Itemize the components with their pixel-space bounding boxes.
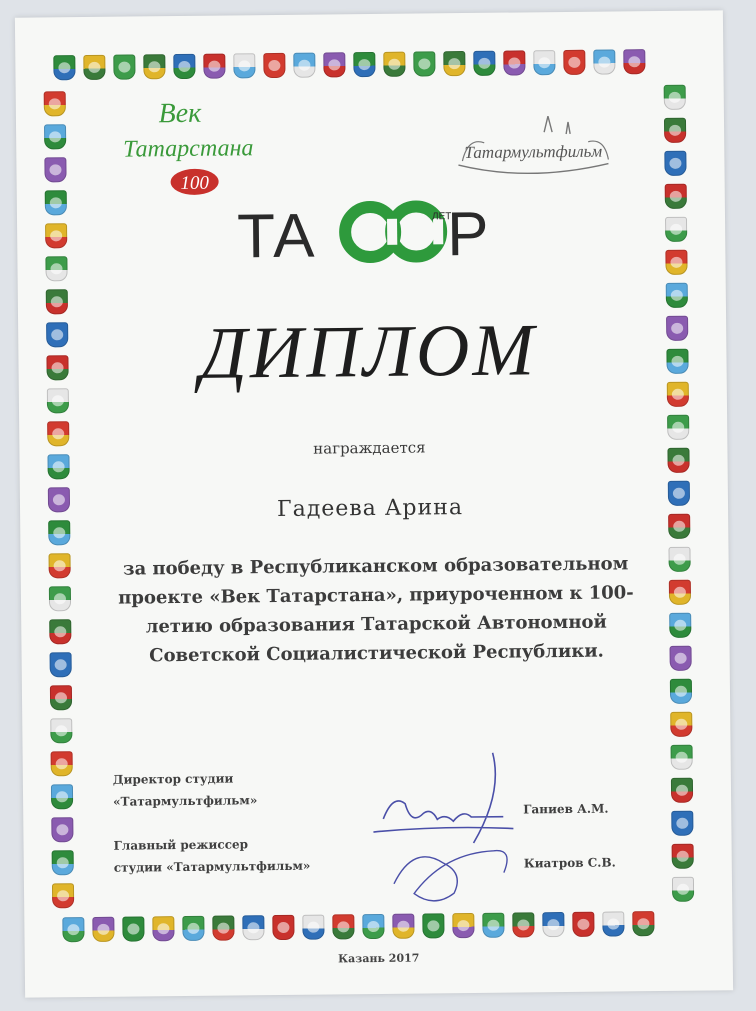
coat-of-arms-icon: [632, 911, 654, 936]
director-name: Ганиев А.М.: [523, 801, 609, 817]
coat-of-arms-icon: [212, 915, 234, 940]
coat-of-arms-icon: [413, 51, 435, 76]
logo-tassr-left: ТА: [236, 201, 315, 272]
coat-of-arms-icon: [52, 850, 74, 875]
coat-of-arms-icon: [563, 50, 585, 75]
coat-of-arms-icon: [92, 917, 114, 942]
coat-of-arms-icon: [593, 49, 615, 74]
coat-of-arms-icon: [670, 679, 692, 704]
chief-director-name: Киатров С.В.: [523, 855, 616, 871]
vek-tatarstana-logo: [118, 93, 269, 205]
coat-of-arms-icon: [473, 51, 495, 76]
recipient-name: Гадеева Арина: [276, 495, 464, 523]
coat-of-arms-icon: [362, 914, 384, 939]
coat-of-arms-icon: [51, 817, 73, 842]
coat-of-arms-icon: [51, 784, 73, 809]
coat-of-arms-icon: [667, 415, 689, 440]
coat-of-arms-icon: [49, 619, 71, 644]
coat-of-arms-icon: [392, 914, 414, 939]
coat-of-arms-icon: [669, 613, 691, 638]
coat-of-arms-icon: [665, 217, 687, 242]
coat-of-arms-icon: [512, 912, 534, 937]
coat-of-arms-icon: [173, 54, 195, 79]
logo-vek-line1: Век: [158, 97, 202, 130]
coat-of-arms-icon: [49, 586, 71, 611]
coat-of-arms-icon: [263, 53, 285, 78]
coat-of-arms-icon: [233, 53, 255, 78]
director-title: [113, 767, 258, 813]
emblem-border-bottom: [62, 911, 654, 942]
coat-of-arms-icon: [668, 514, 690, 539]
coat-of-arms-icon: [665, 184, 687, 209]
coat-of-arms-icon: [452, 913, 474, 938]
coat-of-arms-icon: [83, 55, 105, 80]
coat-of-arms-icon: [671, 811, 693, 836]
coat-of-arms-icon: [602, 911, 624, 936]
coat-of-arms-icon: [666, 283, 688, 308]
coat-of-arms-icon: [50, 685, 72, 710]
coat-of-arms-icon: [45, 256, 67, 281]
coat-of-arms-icon: [422, 913, 444, 938]
signature-chief: [394, 850, 508, 901]
coat-of-arms-icon: [667, 382, 689, 407]
coat-of-arms-icon: [323, 52, 345, 77]
coat-of-arms-icon: [666, 349, 688, 374]
chief-director-title: [113, 833, 310, 879]
emblem-border-top: [53, 49, 645, 80]
coat-of-arms-icon: [670, 646, 692, 671]
coat-of-arms-icon: [53, 55, 75, 80]
coat-of-arms-icon: [482, 913, 504, 938]
coat-of-arms-icon: [572, 912, 594, 937]
coat-of-arms-icon: [293, 53, 315, 78]
director-title-line1: Директор студии: [112, 771, 234, 787]
logo-tm-text: Татармультфильм: [464, 141, 603, 163]
coat-of-arms-icon: [45, 223, 67, 248]
coat-of-arms-icon: [48, 487, 70, 512]
coat-of-arms-icon: [47, 454, 69, 479]
coat-of-arms-icon: [152, 916, 174, 941]
coat-of-arms-icon: [533, 50, 555, 75]
coat-of-arms-icon: [670, 712, 692, 737]
coat-of-arms-icon: [113, 54, 135, 79]
coat-of-arms-icon: [122, 916, 144, 941]
coat-of-arms-icon: [666, 316, 688, 341]
coat-of-arms-icon: [46, 289, 68, 314]
coat-of-arms-icon: [353, 52, 375, 77]
footer-place-year: Казань 2017: [338, 951, 420, 966]
coat-of-arms-icon: [668, 547, 690, 572]
coat-of-arms-icon: [50, 652, 72, 677]
coat-of-arms-icon: [542, 912, 564, 937]
emblem-border-right: [664, 85, 695, 902]
coat-of-arms-icon: [672, 877, 694, 902]
logo-tm-towers: [544, 116, 570, 134]
coat-of-arms-icon: [203, 54, 225, 79]
handwritten-signatures: [352, 732, 534, 914]
coat-of-arms-icon: [44, 91, 66, 116]
director-title-line2: «Татармультфильм»: [113, 793, 258, 809]
coat-of-arms-icon: [664, 85, 686, 110]
coat-of-arms-icon: [332, 914, 354, 939]
coat-of-arms-icon: [44, 157, 66, 182]
coat-of-arms-icon: [51, 751, 73, 776]
coat-of-arms-icon: [623, 49, 645, 74]
logo-vek-line2: Татарстана: [122, 135, 254, 163]
coat-of-arms-icon: [242, 915, 264, 940]
coat-of-arms-icon: [45, 190, 67, 215]
coat-of-arms-icon: [62, 917, 84, 942]
coat-of-arms-icon: [667, 448, 689, 473]
coat-of-arms-icon: [669, 580, 691, 605]
coat-of-arms-icon: [50, 718, 72, 743]
coat-of-arms-icon: [664, 151, 686, 176]
chief-title-line2: студии «Татармультфильм»: [113, 858, 311, 875]
coat-of-arms-icon: [182, 916, 204, 941]
coat-of-arms-icon: [46, 355, 68, 380]
logo-tassr-let: ЛЕТ: [431, 211, 452, 223]
coat-of-arms-icon: [443, 51, 465, 76]
coat-of-arms-icon: [672, 844, 694, 869]
award-reason: за победу в Республиканском образовательном проекте «Век Татарстана», приуроченном к 100-летию образования Татарской Автономной Советской Социалистической Республики.: [118, 553, 634, 667]
signature-director: [373, 753, 514, 844]
tassr-100-logo: [229, 191, 510, 274]
coat-of-arms-icon: [272, 915, 294, 940]
coat-of-arms-icon: [46, 322, 68, 347]
logo-tm-underline: [458, 164, 608, 175]
coat-of-arms-icon: [302, 915, 324, 940]
coat-of-arms-icon: [668, 481, 690, 506]
coat-of-arms-icon: [47, 421, 69, 446]
tatarmultfilm-logo: [448, 111, 619, 183]
coat-of-arms-icon: [665, 250, 687, 275]
coat-of-arms-icon: [48, 553, 70, 578]
coat-of-arms-icon: [671, 778, 693, 803]
coat-of-arms-icon: [503, 50, 525, 75]
emblem-border-left: [44, 91, 75, 908]
coat-of-arms-icon: [52, 883, 74, 908]
logo-vek-badge: 100: [180, 172, 209, 195]
chief-title-line1: Главный режиссер: [113, 837, 249, 853]
coat-of-arms-icon: [664, 118, 686, 143]
coat-of-arms-icon: [47, 388, 69, 413]
diploma-sheet: [15, 10, 733, 997]
awarded-label: награждается: [313, 438, 426, 458]
coat-of-arms-icon: [671, 745, 693, 770]
diploma-title: ДИПЛОМ: [199, 309, 538, 395]
coat-of-arms-icon: [44, 124, 66, 149]
coat-of-arms-icon: [383, 52, 405, 77]
logo-tassr-right: Р: [446, 199, 489, 270]
coat-of-arms-icon: [143, 54, 165, 79]
coat-of-arms-icon: [48, 520, 70, 545]
